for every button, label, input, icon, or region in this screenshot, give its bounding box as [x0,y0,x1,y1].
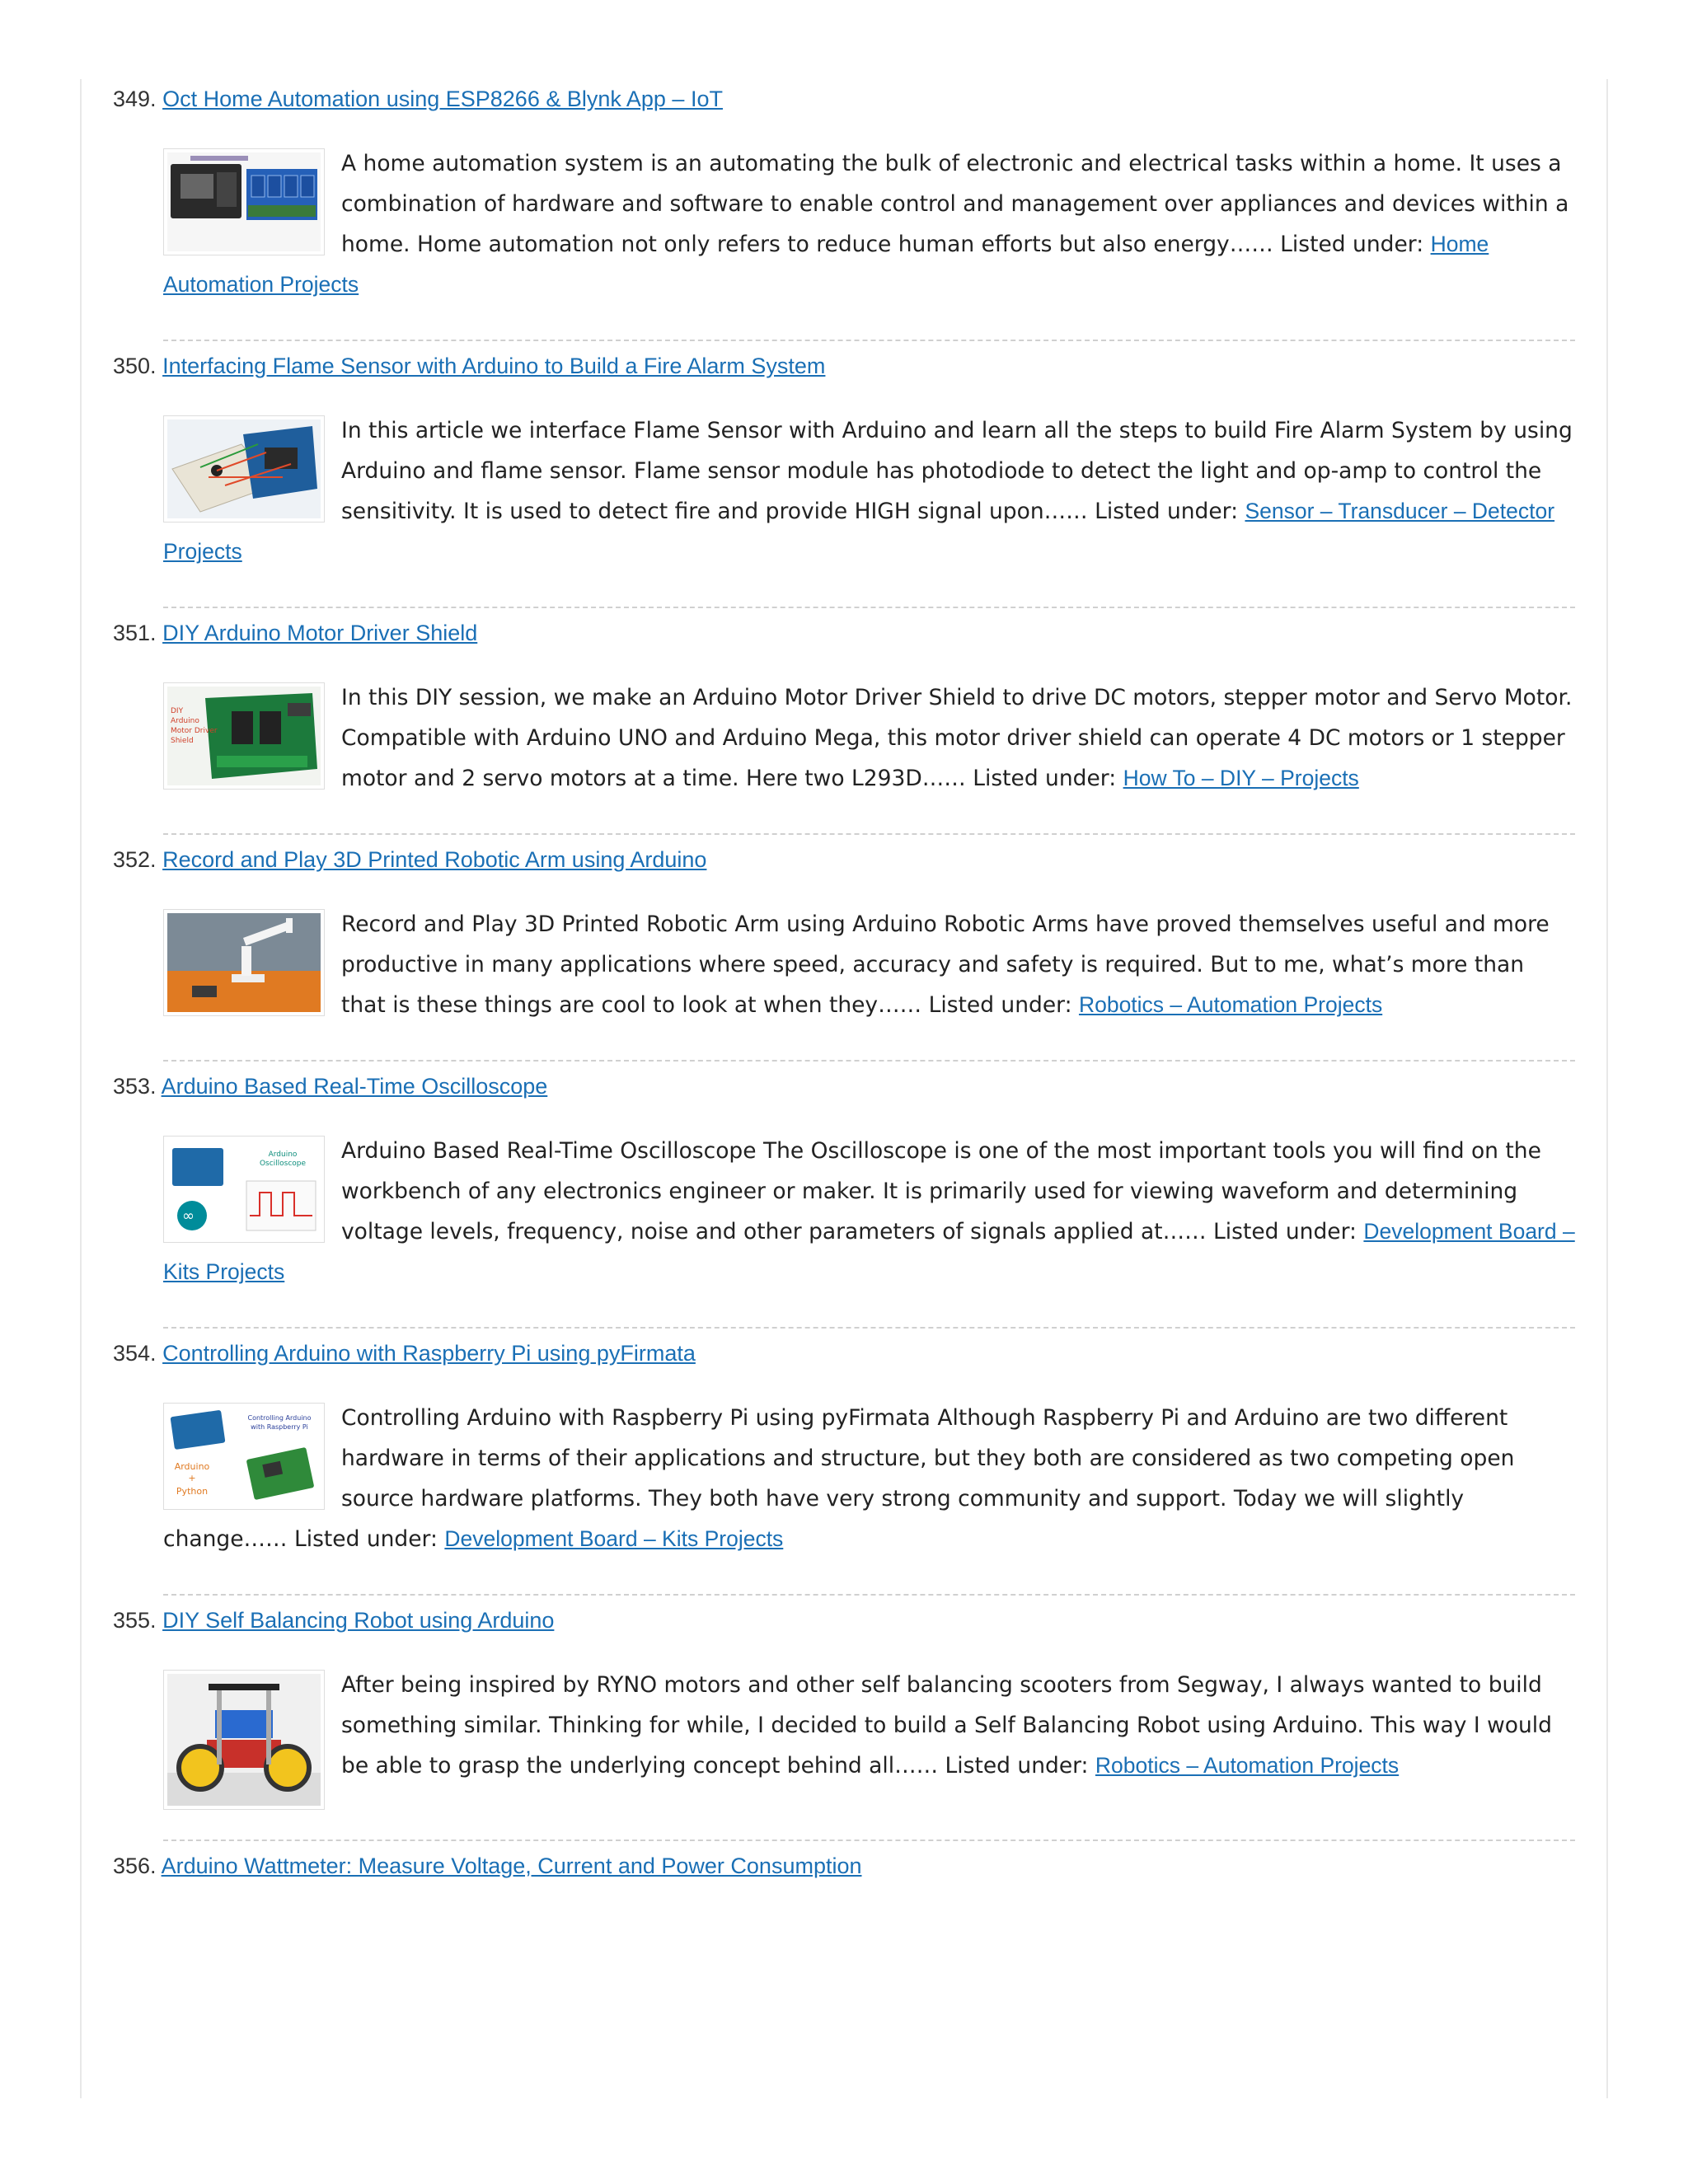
item-separator [163,1060,1575,1062]
item-title-link[interactable]: Interfacing Flame Sensor with Arduino to Build a Fire Alarm System [162,354,826,378]
robotic-arm-icon [167,913,321,1012]
project-list [114,81,1575,1884]
item-description: After being inspired by RYNO motors and other self balancing scooters from Segway, I always wanted to build something similar. Thinking for while, I decided to build a Self Balancing Robot using Arduino. This way I would be able to grasp the underlying concept behind all…… [341,1672,1552,1779]
content-frame-left-border [80,79,82,2098]
item-body [163,143,1575,305]
relay-board-icon [167,152,321,251]
listed-under-label: Listed under: [1095,499,1239,524]
item-separator [163,1327,1575,1329]
item-separator [163,1840,1575,1841]
item-thumbnail[interactable] [163,1670,325,1810]
category-link[interactable]: Development Board – Kits Projects [163,1219,1575,1284]
svg-text:∞: ∞ [182,1207,195,1225]
breadboard-icon [167,419,321,518]
item-number: 354. [113,1341,157,1366]
item-number: 355. [113,1608,157,1633]
list-item [114,81,1575,305]
listed-under-label: Listed under: [1280,232,1424,257]
list-item [114,841,1575,1025]
content-frame-right-border [1606,79,1608,2098]
svg-text:Arduino: Arduino [268,1151,298,1159]
item-heading [113,1602,1575,1638]
item-separator [163,607,1575,608]
motor-shield-icon [167,687,321,785]
svg-text:+: + [188,1473,196,1483]
list-item [114,1848,1575,1884]
item-title-link[interactable]: Record and Play 3D Printed Robotic Arm using Arduino [162,847,707,872]
svg-text:with Raspberry Pi: with Raspberry Pi [251,1423,308,1431]
item-separator [163,833,1575,835]
list-item [114,1335,1575,1559]
listed-under-label: Listed under: [1213,1219,1357,1244]
item-heading [113,81,1575,117]
svg-text:Python: Python [176,1486,209,1497]
svg-text:Controlling Arduino: Controlling Arduino [247,1414,312,1422]
item-description: Arduino Based Real-Time Oscilloscope The Oscilloscope is one of the most important tools you will find on the workbench of any electronics engineer or maker. It is primarily used for viewing waveform and determining voltage levels, frequency, noise and other parameters of signals applied at…… [341,1138,1541,1244]
item-body [163,410,1575,572]
listed-under-label: Listed under: [973,766,1117,791]
listed-under-label: Listed under: [945,1753,1089,1779]
svg-text:Arduino: Arduino [171,717,199,725]
item-body [163,1665,1575,1815]
item-title-link[interactable]: DIY Arduino Motor Driver Shield [162,621,478,645]
item-heading [113,1068,1575,1104]
item-thumbnail[interactable] [163,1136,325,1243]
list-item [114,1602,1575,1815]
item-description: A home automation system is an automating the bulk of electronic and electrical tasks within a home. It uses a combination of hardware and software to enable control and management over appliances and devices within a home. Home automation not only refers to reduce human efforts but also energy…… [341,151,1569,257]
item-description: Record and Play 3D Printed Robotic Arm using Arduino Robotic Arms have proved themselves useful and more productive in many applications where speed, accuracy and safety is required. But to me, what’s more than that is these things are cool to look at when they…… [341,912,1550,1018]
item-description: In this article we interface Flame Sensor with Arduino and learn all the steps to build Fire Alarm System by using Arduino and flame sensor. Flame sensor module has photodiode to detect the light and op-amp to control the sensitivity. It is used to detect fire and provide HIGH signal upon…… [341,418,1573,524]
raspberry-pi-icon [167,1407,321,1506]
list-item [114,348,1575,572]
item-title-link[interactable]: Arduino Wattmeter: Measure Voltage, Current and Power Consumption [161,1854,862,1878]
listed-under-label: Listed under: [928,992,1072,1018]
item-heading [113,1848,1575,1884]
item-title-link[interactable]: Arduino Based Real-Time Oscilloscope [161,1074,548,1099]
item-number: 356. [113,1854,157,1878]
svg-text:DIY: DIY [171,707,184,715]
item-body [163,1131,1575,1292]
item-number: 352. [113,847,157,872]
item-number: 353. [113,1074,157,1099]
item-description: Controlling Arduino with Raspberry Pi using pyFirmata Although Raspberry Pi and Arduino are two different hardware in terms of their applications and structure, but they both are considered as two competing open source hardware platforms. They both have very strong community and support. Today we will slightly change…… [163,1405,1515,1552]
item-heading [113,348,1575,384]
item-body [163,904,1575,1025]
svg-text:Oscilloscope: Oscilloscope [259,1160,307,1168]
item-heading [113,841,1575,878]
category-link[interactable]: Development Board – Kits Projects [444,1526,784,1551]
list-item [114,1068,1575,1292]
item-body [163,1398,1575,1559]
item-thumbnail[interactable] [163,682,325,790]
category-link[interactable]: How To – DIY – Projects [1123,766,1359,790]
item-thumbnail[interactable] [163,1403,325,1510]
category-link[interactable]: Robotics – Automation Projects [1078,992,1383,1017]
item-thumbnail[interactable] [163,148,325,255]
svg-text:Arduino: Arduino [174,1461,210,1472]
item-number: 350. [113,354,157,378]
item-separator [163,1594,1575,1596]
list-item [114,615,1575,799]
item-heading [113,1335,1575,1371]
item-title-link[interactable]: DIY Self Balancing Robot using Arduino [162,1608,555,1633]
category-link[interactable]: Sensor – Transducer – Detector Projects [163,499,1555,564]
item-number: 349. [113,87,157,111]
category-link[interactable]: Home Automation Projects [163,232,1489,297]
item-separator [163,340,1575,341]
listed-under-label: Listed under: [293,1526,438,1552]
item-number: 351. [113,621,157,645]
item-heading [113,615,1575,651]
item-title-link[interactable]: Controlling Arduino with Raspberry Pi using pyFirmata [162,1341,696,1366]
item-thumbnail[interactable] [163,909,325,1016]
item-thumbnail[interactable] [163,415,325,523]
balancing-robot-icon [167,1674,321,1806]
item-description: In this DIY session, we make an Arduino Motor Driver Shield to drive DC motors, stepper motor and Servo Motor. Compatible with Arduino UNO and Arduino Mega, this motor driver shield can operate 4 DC motors or 1 stepper motor and 2 servo motors at a time. Here two L293D…… [341,685,1573,791]
svg-text:Motor Driver: Motor Driver [171,727,218,735]
item-title-link[interactable]: Oct Home Automation using ESP8266 & Blynk App – IoT [162,87,723,111]
oscilloscope-icon [167,1140,321,1239]
svg-text:Shield: Shield [171,737,194,745]
item-body [163,677,1575,799]
category-link[interactable]: Robotics – Automation Projects [1095,1753,1400,1778]
